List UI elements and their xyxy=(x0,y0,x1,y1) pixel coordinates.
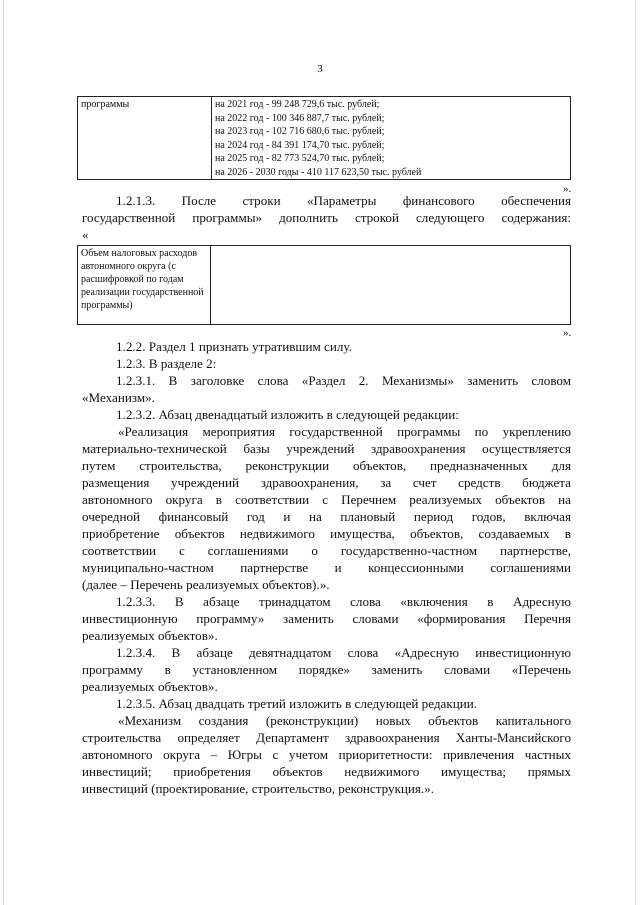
paragraph-1-2-1-3-line2: государственной программы» дополнить строкой следующего содержания: xyxy=(82,210,571,225)
opening-quote: « xyxy=(82,227,89,242)
quote1-line: соответствии с соглашениями о государственно-частном партнерстве, xyxy=(82,543,571,558)
table-cell-label: Объем налоговых расходов автономного округа (с расшифровкой по годам реализации государственной программы) xyxy=(78,246,211,325)
page-edge xyxy=(635,0,636,905)
table-cell-label: программы xyxy=(78,97,212,180)
paragraph-1-2-3-2: 1.2.3.2. Абзац двенадцатый изложить в следующей редакции: xyxy=(116,407,459,422)
quote1-line: путем строительства, реконструкции объектов, предназначенных для xyxy=(82,458,571,473)
quote1-line: материально-технической базы учреждений здравоохранения осуществляется xyxy=(82,441,571,456)
quote1-line: размещения учреждений здравоохранения, за счет средств бюджета xyxy=(82,475,571,490)
paragraph-1-2-3-3-line: инвестиционную программу» заменить словами «формирования Перечня xyxy=(82,611,571,626)
paragraph-1-2-3-1-line1: 1.2.3.1. В заголовке слова «Раздел 2. Механизмы» заменить словом xyxy=(116,373,571,388)
paragraph-1-2-1-3-line1: 1.2.1.3. После строки «Параметры финансового обеспечения xyxy=(116,193,571,208)
closing-quote: ». xyxy=(563,183,572,195)
quote1-line: «Реализация мероприятия государственной программы по укреплению xyxy=(118,424,571,439)
quote2-line: автономного округа – Югры с учетом приоритетности: привлечения частных xyxy=(82,747,571,762)
table-row xyxy=(78,246,571,325)
quote2-last-line: инвестиций (проектирование, строительство, реконструкция.». xyxy=(82,781,435,796)
quote1-line: автономного округа в соответствии с Перечнем реализуемых объектов на xyxy=(82,492,571,507)
paragraph-1-2-3-3-line: 1.2.3.3. В абзаце тринадцатом слова «включения в Адресную xyxy=(116,594,571,609)
table-cell-value xyxy=(211,246,571,325)
quote1-line: очередной финансовый год и на плановый период годов, включая xyxy=(82,509,571,524)
paragraph-1-2-3-3-last-line: реализуемых объектов». xyxy=(82,628,218,643)
paragraph-1-2-3-4-last-line: реализуемых объектов». xyxy=(82,679,218,694)
funding-line: на 2024 год - 84 391 174,70 тыс. рублей; xyxy=(215,139,385,151)
funding-line: на 2021 год - 99 248 729,6 тыс. рублей; xyxy=(215,99,380,110)
table-row xyxy=(78,97,571,180)
closing-quote: ». xyxy=(563,327,572,339)
funding-line: на 2025 год - 82 773 524,70 тыс. рублей; xyxy=(215,153,385,164)
funding-line: на 2022 год - 100 346 887,7 тыс. рублей; xyxy=(215,112,385,124)
funding-line: на 2026 - 2030 годы - 410 117 623,50 тыс. рублей xyxy=(215,166,422,178)
financing-parameters-table xyxy=(77,96,571,180)
quote2-line: «Механизм создания (реконструкции) новых объектов капитального xyxy=(118,713,571,728)
funding-line: на 2023 год - 102 716 680,6 тыс. рублей; xyxy=(215,126,385,137)
quote2-line: инвестиций; приобретения объектов недвижимого имущества; прямых xyxy=(82,764,571,779)
paragraph-1-2-2: 1.2.2. Раздел 1 признать утратившим силу. xyxy=(116,339,352,354)
paragraph-1-2-3-4-line: программу в установленном порядке» заменить словами «Перечень xyxy=(82,662,571,677)
page-number: 3 xyxy=(317,63,323,75)
paragraph-1-2-3: 1.2.3. В разделе 2: xyxy=(116,356,217,371)
table-cell-values xyxy=(212,97,571,180)
paragraph-1-2-3-1-line2: «Механизм». xyxy=(82,390,155,405)
quote1-line: муниципально-частном партнерстве и концессионными соглашениями xyxy=(82,560,571,575)
quote2-line: строительства определяет Департамент здравоохранения Ханты-Мансийского xyxy=(82,730,571,745)
quote1-last-line: (далее – Перечень реализуемых объектов).». xyxy=(82,577,330,592)
page-edge xyxy=(3,0,4,905)
quote1-line: приобретение объектов недвижимого имущества, объектов, создаваемых в xyxy=(82,526,571,541)
paragraph-1-2-3-4-line: 1.2.3.4. В абзаце девятнадцатом слова «Адресную инвестиционную xyxy=(116,645,571,660)
paragraph-1-2-3-5: 1.2.3.5. Абзац двадцать третий изложить в следующей редакции. xyxy=(116,696,477,711)
tax-expenditure-table xyxy=(77,245,571,325)
